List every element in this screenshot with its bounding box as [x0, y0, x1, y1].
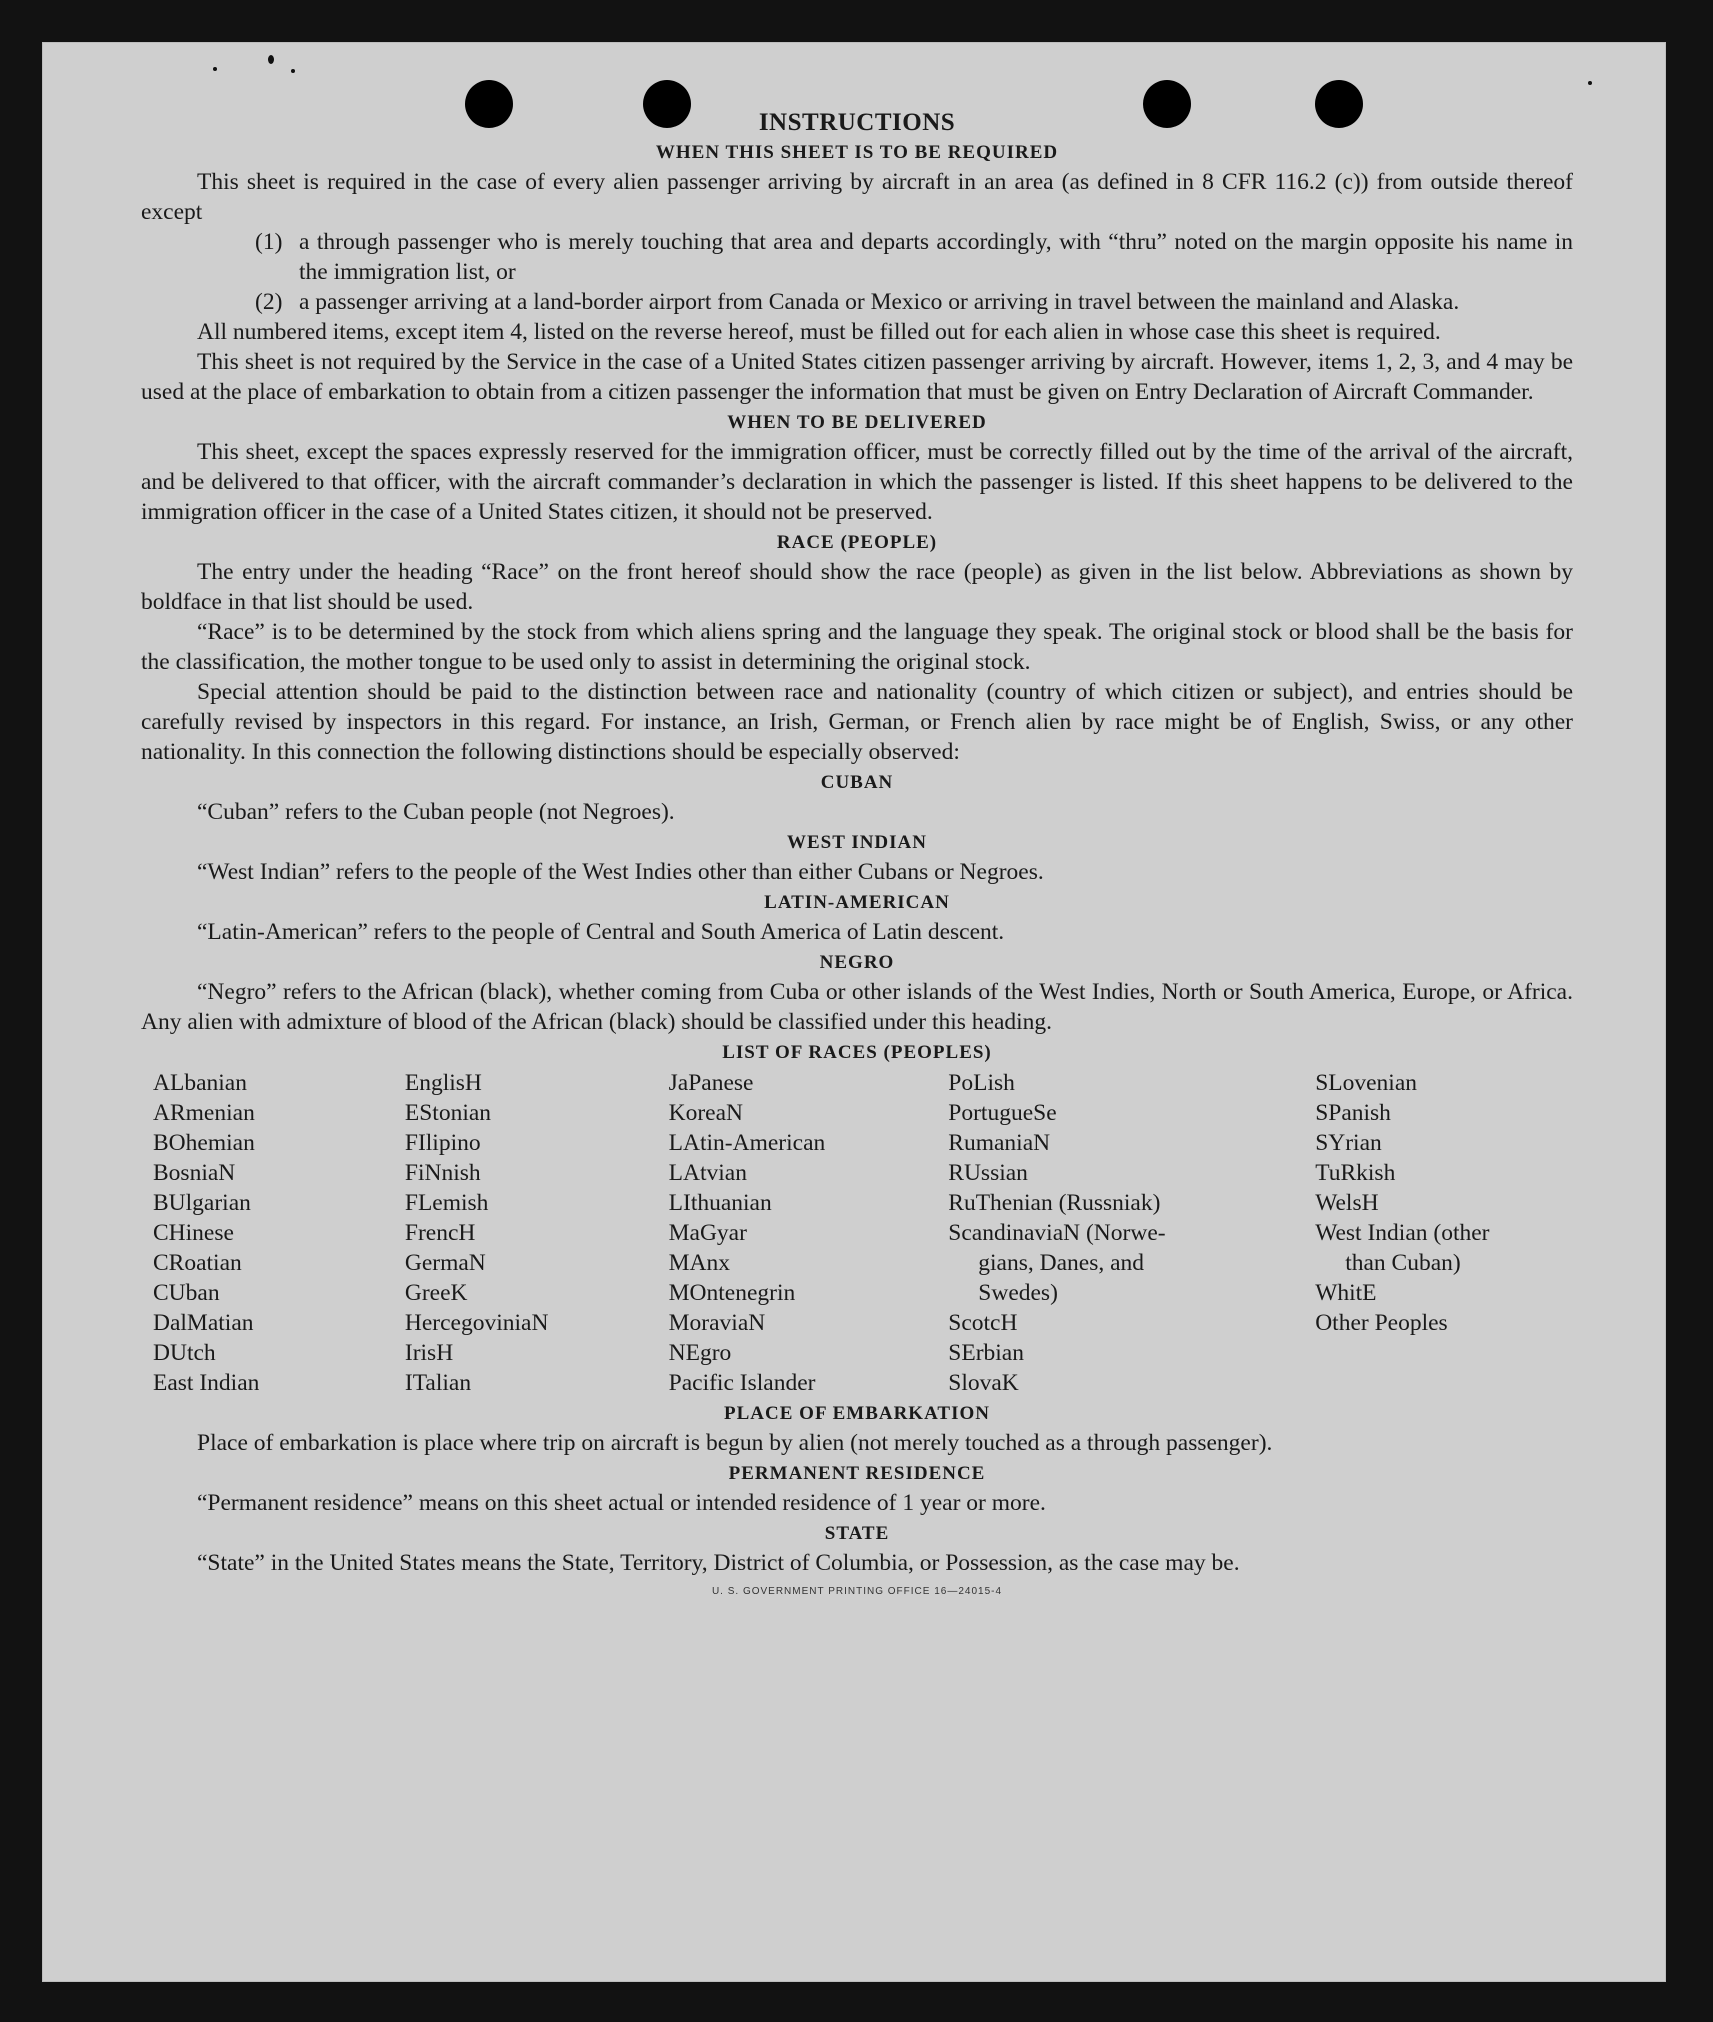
race-entry: EStonian: [404, 1100, 492, 1126]
race-entry: KoreaN: [668, 1100, 744, 1126]
paragraph: This sheet is required in the case of every alien passenger arriving by aircraft in an area (as defined in 8 CFR 116.2 (c)) from outside thereof except: [141, 169, 1573, 225]
race-entry: BosniaN: [153, 1160, 236, 1186]
race-entry: SErbian: [948, 1340, 1024, 1366]
speck: [268, 55, 274, 64]
item-number: (1): [255, 229, 283, 255]
race-entry: East Indian: [153, 1370, 260, 1396]
race-entry: PoLish: [948, 1070, 1015, 1096]
printer-imprint: U. S. GOVERNMENT PRINTING OFFICE 16—24015-4: [711, 1586, 1003, 1597]
race-entry: SPanish: [1315, 1100, 1391, 1126]
page-title: INSTRUCTIONS: [758, 109, 956, 136]
race-entry: WhitE: [1315, 1280, 1377, 1306]
race-entry: Other Peoples: [1315, 1310, 1448, 1336]
race-entry: LAtvian: [668, 1160, 747, 1186]
paragraph: Special attention should be paid to the distinction between race and nationality (country of which citizen or subject), and entries should be carefully revised by inspectors in this regard. For instance, an Irish, German, or French alien by race might be of English, Swiss, or any other nationality. In this connection the following distinctions should be especially observed:: [141, 679, 1573, 765]
race-entry: RuThenian (Russniak): [948, 1190, 1161, 1216]
heading-race: RACE (PEOPLE): [776, 532, 938, 553]
race-entry: SYrian: [1315, 1130, 1382, 1156]
paragraph: The entry under the heading “Race” on the front hereof should show the race (people) as given in the list below. Abbreviations as shown by boldface in that list should be used.: [141, 559, 1573, 615]
race-entry: gians, Danes, and: [978, 1250, 1145, 1276]
heading-cuban: CUBAN: [820, 772, 894, 793]
race-entry: BUlgarian: [153, 1190, 251, 1216]
race-entry: ALbanian: [153, 1070, 247, 1096]
race-entry: ITalian: [404, 1370, 472, 1396]
race-entry: BOhemian: [153, 1130, 255, 1156]
race-entry: JaPanese: [668, 1070, 754, 1096]
race-entry: MOntenegrin: [668, 1280, 796, 1306]
race-entry: than Cuban): [1345, 1250, 1461, 1276]
instructions-body: [141, 109, 1573, 1597]
race-entry: MaGyar: [668, 1220, 747, 1246]
race-entry: RUssian: [948, 1160, 1028, 1186]
race-column: [405, 1068, 669, 1398]
race-column: [948, 1068, 1315, 1398]
heading-latin-american: LATIN-AMERICAN: [764, 892, 950, 913]
race-entry: TuRkish: [1315, 1160, 1396, 1186]
race-entry: FIlipino: [404, 1130, 481, 1156]
heading-permanent-residence: PERMANENT RESIDENCE: [728, 1463, 986, 1484]
paragraph: “State” in the United States means the State, Territory, District of Columbia, or Possession, as the case may be.: [197, 1550, 1240, 1576]
paragraph: “Permanent residence” means on this sheet actual or intended residence of 1 year or more.: [197, 1490, 1046, 1516]
race-entry: DalMatian: [153, 1310, 254, 1336]
race-entry: Swedes): [978, 1280, 1058, 1306]
heading-state: STATE: [824, 1523, 890, 1544]
paragraph: This sheet, except the spaces expressly reserved for the immigration officer, must be correctly filled out by the time of the arrival of the aircraft, and be delivered to that officer, with the aircraft commander’s declaration in which the passenger is listed. If this sheet happens to be delivered to the immigration officer in the case of a United States citizen, it should not be preserved.: [141, 439, 1573, 525]
race-entry: WelsH: [1315, 1190, 1379, 1216]
race-entry: ScandinaviaN (Norwe-: [948, 1220, 1166, 1246]
race-entry: MAnx: [668, 1250, 731, 1276]
heading-negro: NEGRO: [819, 952, 895, 973]
item-number: (2): [255, 289, 283, 315]
race-column: [669, 1068, 949, 1398]
heading-place-of-embarkation: PLACE OF EMBARKATION: [724, 1403, 990, 1424]
paragraph: All numbered items, except item 4, listed on the reverse hereof, must be filled out for each alien in whose case this sheet is required.: [197, 319, 1441, 345]
race-entry: MoraviaN: [668, 1310, 766, 1336]
race-column: [153, 1068, 405, 1398]
race-entry: DUtch: [153, 1340, 216, 1366]
race-entry: CRoatian: [153, 1250, 242, 1276]
race-entry: GermaN: [404, 1250, 486, 1276]
item-text: a through passenger who is merely touching that area and departs accordingly, with “thru” noted on the margin opposite his name in the immigration list, or: [299, 229, 1573, 285]
paragraph: Place of embarkation is place where trip on aircraft is begun by alien (not merely touched as a through passenger).: [197, 1430, 1273, 1456]
heading-delivered: WHEN TO BE DELIVERED: [727, 412, 987, 433]
race-entry: West Indian (other: [1315, 1220, 1490, 1246]
paragraph: “Negro” refers to the African (black), whether coming from Cuba or other islands of the West Indies, North or South America, Europe, or Africa. Any alien with admixture of blood of the African (black) should be classified under this heading.: [141, 979, 1573, 1035]
race-entry: FrencH: [404, 1220, 476, 1246]
paragraph: “West Indian” refers to the people of the West Indies other than either Cubans or Negroes.: [197, 859, 1044, 885]
paragraph: “Cuban” refers to the Cuban people (not Negroes).: [197, 799, 675, 825]
document-sheet: [42, 42, 1666, 1982]
race-entry: NEgro: [668, 1340, 732, 1366]
race-entry: IrisH: [404, 1340, 454, 1366]
item-text: a passenger arriving at a land-border airport from Canada or Mexico or arriving in travel between the mainland and Alaska.: [299, 289, 1460, 315]
paragraph: “Race” is to be determined by the stock from which aliens spring and the language they speak. The original stock or blood shall be the basis for the classification, the mother tongue to be used only to assist in determining the original stock.: [141, 619, 1573, 675]
list-item: [255, 287, 1573, 317]
race-entry: ScotcH: [948, 1310, 1018, 1336]
speck: [1588, 81, 1592, 85]
speck: [291, 69, 295, 73]
race-entry: FLemish: [404, 1190, 489, 1216]
race-entry: SLovenian: [1315, 1070, 1418, 1096]
race-entry: HercegoviniaN: [404, 1310, 549, 1336]
paragraph: “Latin-American” refers to the people of Central and South America of Latin descent.: [197, 919, 1005, 945]
race-entry: EnglisH: [404, 1070, 482, 1096]
race-entry: RumaniaN: [948, 1130, 1051, 1156]
heading-list-of-races: LIST OF RACES (PEOPLES): [722, 1042, 992, 1063]
race-entry: LIthuanian: [668, 1190, 772, 1216]
speck: [213, 67, 217, 71]
heading-required: WHEN THIS SHEET IS TO BE REQUIRED: [655, 142, 1059, 163]
list-item: [255, 227, 1573, 287]
race-list: [141, 1068, 1573, 1398]
race-entry: LAtin-American: [668, 1130, 826, 1156]
race-entry: CUban: [153, 1280, 220, 1306]
race-entry: PortugueSe: [948, 1100, 1057, 1126]
race-entry: Pacific Islander: [668, 1370, 816, 1396]
paragraph: This sheet is not required by the Service in the case of a United States citizen passenger arriving by aircraft. However, items 1, 2, 3, and 4 may be used at the place of embarkation to obtain from a citizen passenger the information that must be given on Entry Declaration of Aircraft Commander.: [141, 349, 1573, 405]
race-entry: FiNnish: [404, 1160, 481, 1186]
race-entry: SlovaK: [948, 1370, 1019, 1396]
heading-west-indian: WEST INDIAN: [787, 832, 927, 853]
race-entry: ARmenian: [153, 1100, 255, 1126]
race-entry: GreeK: [404, 1280, 468, 1306]
race-column: [1315, 1068, 1573, 1398]
race-entry: CHinese: [153, 1220, 234, 1246]
